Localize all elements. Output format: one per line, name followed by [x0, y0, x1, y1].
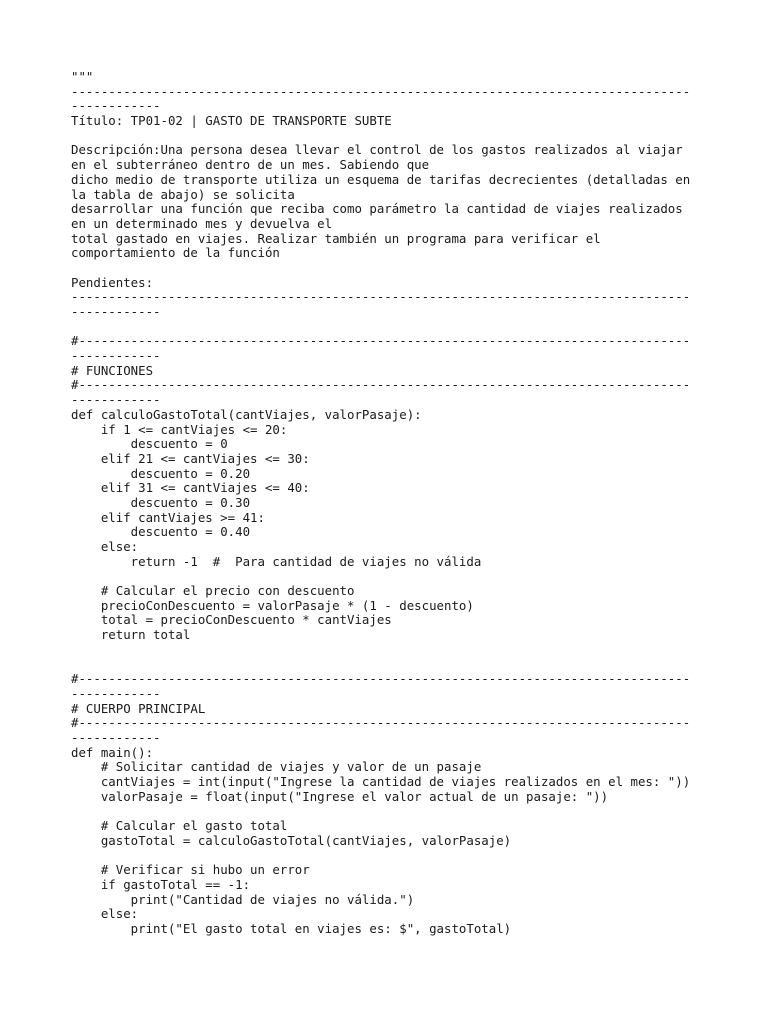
document-line: #---------------------------------------------------------------------------------- — [71, 333, 691, 349]
document-line: dicho medio de transporte utiliza un esquema de tarifas decrecientes (detalladas en — [71, 171, 691, 187]
document-line — [71, 129, 711, 144]
document-line — [71, 261, 711, 276]
document-line: print("Cantidad de viajes no válida.") — [71, 891, 415, 907]
document-line: en el subterráneo dentro de un mes. Sabiendo que — [71, 157, 430, 173]
document-line: #---------------------------------------------------------------------------------- — [71, 715, 691, 731]
document-line: #---------------------------------------------------------------------------------- — [71, 377, 691, 393]
document-line: desarrollar una función que reciba como parámetro la cantidad de viajes realizados — [71, 201, 683, 217]
document-line: en un determinado mes y devuelva el — [71, 215, 333, 231]
document-line: print("El gasto total en viajes es: $", gastoTotal) — [71, 920, 512, 936]
document-line: if 1 <= cantViajes <= 20: — [71, 421, 288, 437]
document-line: Título: TP01-02 | GASTO DE TRANSPORTE SUBTE — [71, 113, 392, 129]
document-line: descuento = 0.20 — [71, 465, 251, 481]
document-line: la tabla de abajo) se solicita — [71, 186, 295, 202]
document-line: ------------ — [71, 348, 161, 364]
document-line: ----------------------------------------------------------------------------------- — [71, 289, 691, 305]
document-line: total = precioConDescuento * cantViajes — [71, 612, 392, 628]
document-line: valorPasaje = float(input("Ingrese el valor actual de un pasaje: ")) — [71, 788, 609, 804]
document-line: ----------------------------------------------------------------------------------- — [71, 83, 691, 99]
document-line: if gastoTotal == -1: — [71, 876, 251, 892]
document-line: Descripción:Una persona desea llevar el control de los gastos realizados al viajar — [71, 142, 683, 158]
document-line: # CUERPO PRINCIPAL — [71, 700, 206, 716]
document-line: elif 31 <= cantViajes <= 40: — [71, 480, 310, 496]
document-line — [71, 804, 711, 819]
document-line: """ — [71, 69, 94, 84]
document-line — [71, 320, 711, 335]
document-line: gastoTotal = calculoGastoTotal(cantViajes, valorPasaje) — [71, 832, 512, 848]
document-line: def calculoGastoTotal(cantViajes, valorPasaje): — [71, 406, 422, 422]
document-line: ------------ — [71, 685, 161, 701]
document-line: # FUNCIONES — [71, 362, 154, 378]
document-line: descuento = 0 — [71, 436, 228, 452]
document-line: descuento = 0.30 — [71, 494, 251, 510]
document-line: elif cantViajes >= 41: — [71, 509, 265, 525]
document-line: ------------ — [71, 98, 161, 114]
document-line: # Calcular el gasto total — [71, 818, 288, 834]
document-line: else: — [71, 539, 139, 554]
document-line — [71, 569, 711, 584]
document-line: def main(): — [71, 744, 154, 760]
document-line: Pendientes: — [71, 274, 154, 290]
document-line: ------------ — [71, 729, 161, 745]
document-line: total gastado en viajes. Realizar también un programa para verificar el — [71, 230, 601, 246]
document-line: ------------ — [71, 304, 161, 319]
document-line: return total — [71, 627, 191, 643]
document-line: # Solicitar cantidad de viajes y valor de un pasaje — [71, 759, 482, 775]
document-line: descuento = 0.40 — [71, 524, 251, 540]
document-line: # Calcular el precio con descuento — [71, 583, 355, 599]
document-line: precioConDescuento = valorPasaje * (1 - descuento) — [71, 597, 474, 613]
document-line: cantViajes = int(input("Ingrese la cantidad de viajes realizados en el mes: ")) — [71, 774, 691, 789]
document-line: comportamiento de la función — [71, 245, 280, 261]
document-line: return -1 # Para cantidad de viajes no válida — [71, 553, 482, 569]
document-line — [71, 643, 711, 658]
document-line: # Verificar si hubo un error — [71, 862, 310, 878]
document-line: ------------ — [71, 392, 161, 408]
document-line — [71, 658, 711, 673]
document-line — [71, 848, 711, 863]
document-line: elif 21 <= cantViajes <= 30: — [71, 450, 310, 466]
document-line: else: — [71, 906, 139, 922]
document-page — [71, 70, 711, 937]
document-line: #---------------------------------------------------------------------------------- — [71, 671, 691, 687]
